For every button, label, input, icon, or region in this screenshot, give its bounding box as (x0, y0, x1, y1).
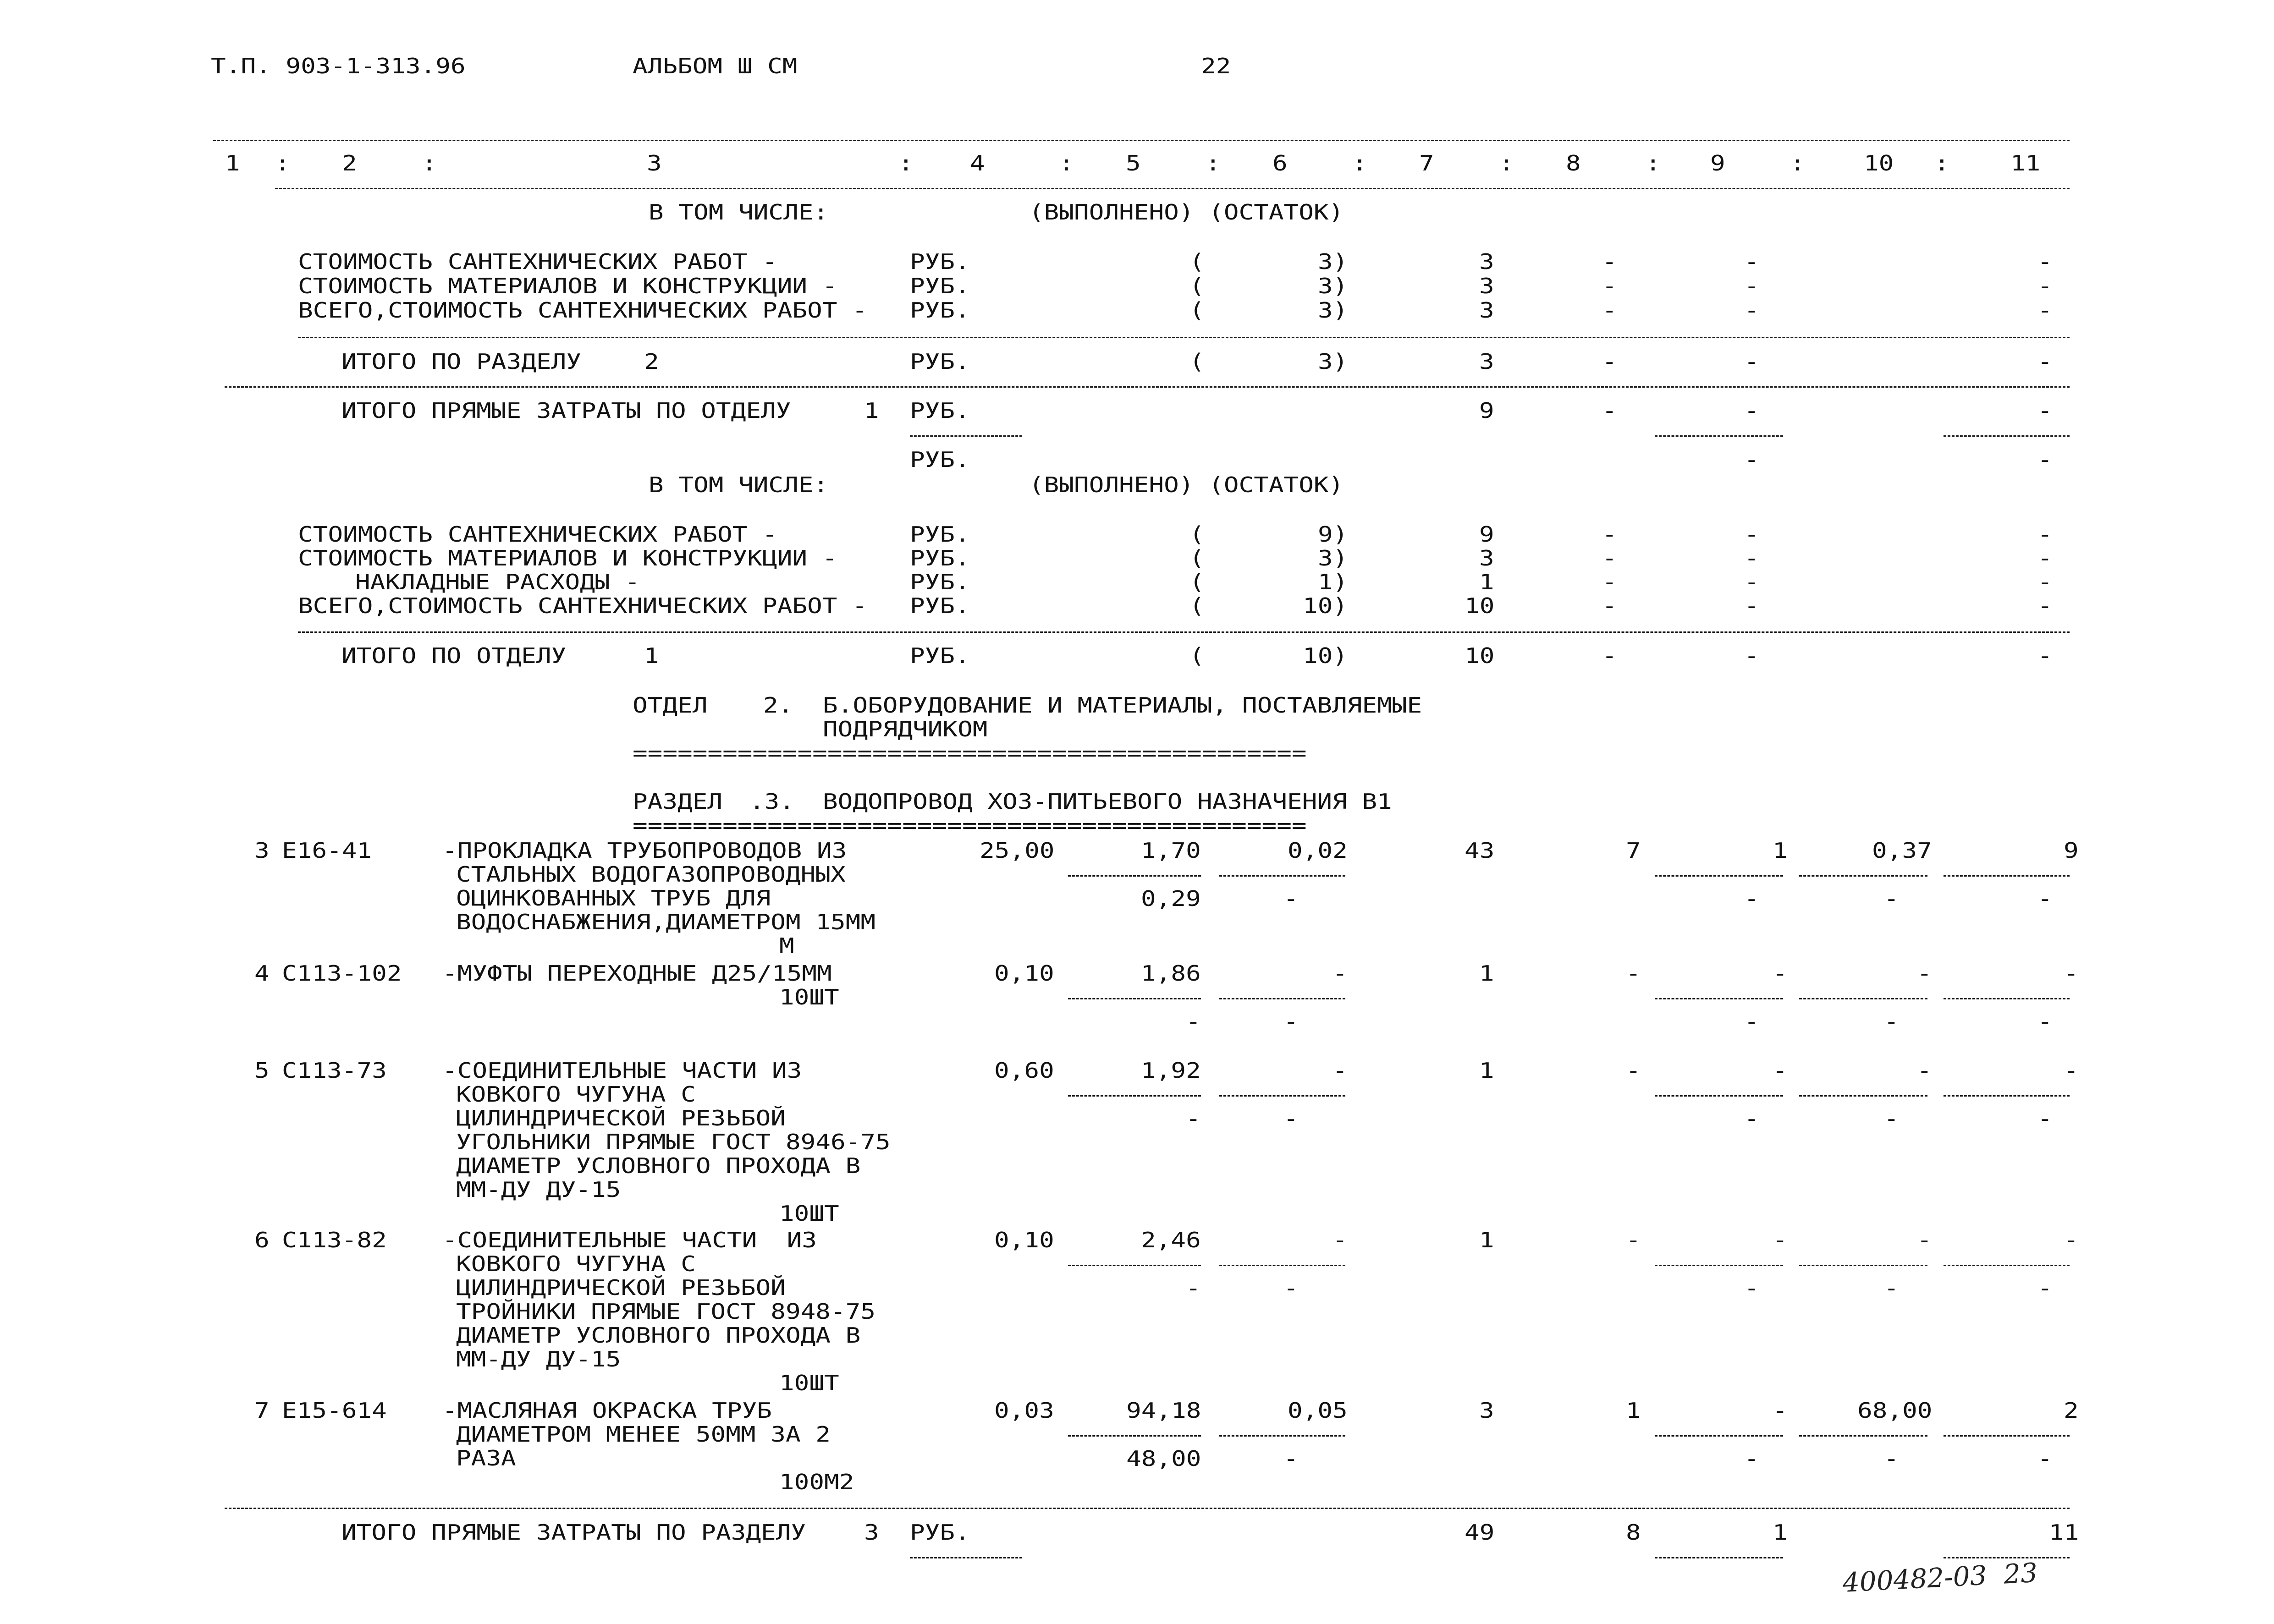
itogo-otdel-unit: РУБ. (910, 643, 970, 668)
cell-rule (1655, 1435, 1783, 1437)
dash-col9: - (1744, 447, 1759, 472)
itogo-razdel-num: 2 (644, 349, 659, 374)
dash-col11: - (2037, 398, 2053, 423)
razdel-title: ВОДОПРОВОД ХОЗ-ПИТЬЕВОГО НАЗНАЧЕНИЯ В1 (823, 789, 1392, 814)
dash-col11: - (2037, 298, 2053, 323)
breakdown-label: ВСЕГО,СТОИМОСТЬ САНТЕХНИЧЕСКИХ РАБОТ - (298, 298, 867, 323)
breakdown-rest: 10) (1302, 593, 1348, 618)
item-unit: 10ШТ (779, 985, 839, 1010)
cell-rule (1799, 1435, 1927, 1437)
item-col6-sub: - (1283, 886, 1299, 911)
section-rule (225, 1508, 2070, 1509)
cell-rule (1799, 998, 1927, 999)
item-quantity: 0,60 (994, 1058, 1054, 1083)
item-description-line: ММ-ДУ ДУ-15 (456, 1347, 621, 1372)
column-header-4: 4 (970, 151, 985, 176)
cell-rule (1655, 1095, 1783, 1097)
item-unit: 100М2 (779, 1470, 854, 1494)
item-col5-sub: 0,29 (1141, 886, 1201, 911)
breakdown-label: СТОИМОСТЬ САНТЕХНИЧЕСКИХ РАБОТ - (298, 249, 777, 274)
breakdown-rest: 3) (1317, 274, 1348, 298)
subtotal-rule (298, 337, 2070, 338)
item-col11-sub: - (2037, 1106, 2053, 1131)
column-header-7: 7 (1419, 151, 1434, 176)
item-col11: - (2064, 1058, 2079, 1083)
itogo-pryamye-otdel-unit2: РУБ. (910, 447, 970, 472)
header-bottom-rule (275, 188, 2070, 189)
item-col10: 68,00 (1857, 1398, 1932, 1423)
dash-col8: - (1602, 274, 1617, 298)
doc-code: Т.П. 903-1-313.96 (211, 54, 466, 78)
column-separator: : (422, 151, 437, 176)
item-quantity: 25,00 (979, 838, 1054, 863)
item-description-line: -СОЕДИНИТЕЛЬНЫЕ ЧАСТИ ИЗ (442, 1058, 802, 1083)
itogo-razdel-col7: 3 (1479, 349, 1494, 374)
breakdown-unit: РУБ. (910, 593, 970, 618)
item-description-line: КОВКОГО ЧУГУНА С (456, 1251, 696, 1276)
item-col9-sub: - (1744, 1446, 1759, 1471)
dash-col11: - (2037, 546, 2053, 571)
column-separator: : (1206, 151, 1221, 176)
otdel-title-line1: Б.ОБОРУДОВАНИЕ И МАТЕРИАЛЫ, ПОСТАВЛЯЕМЫЕ (823, 693, 1422, 718)
item-col8: - (1626, 1228, 1641, 1252)
item-col7: 43 (1464, 838, 1494, 863)
dash-col11: - (2037, 643, 2053, 668)
item-number: 4 (254, 961, 270, 986)
item-description-line: ММ-ДУ ДУ-15 (456, 1177, 621, 1202)
dash-col9: - (1744, 522, 1759, 547)
item-description-line: ДИАМЕТР УСЛОВНОГО ПРОХОДА В (456, 1153, 861, 1178)
column-separator: : (1352, 151, 1367, 176)
item-col9-sub: - (1744, 1276, 1759, 1300)
dash-col9: - (1744, 570, 1759, 594)
dash-col9: - (1744, 249, 1759, 274)
otdel-underline: ============================================= (633, 741, 1307, 765)
dash-col11: - (2037, 522, 2053, 547)
item-description-line: ЦИЛИНДРИЧЕСКОЙ РЕЗЬБОЙ (456, 1106, 786, 1130)
column-separator: : (898, 151, 914, 176)
dash-col9: - (1744, 274, 1759, 298)
done-rest-label: (ВЫПОЛНЕНО) (ОСТАТОК) (1029, 200, 1344, 225)
breakdown-label: НАКЛАДНЫЕ РАСХОДЫ - (355, 570, 640, 594)
dash-col9: - (1744, 643, 1759, 668)
breakdown-unit: РУБ. (910, 570, 970, 594)
item-col6-sub: - (1283, 1106, 1299, 1131)
itogo-razdel-label: ИТОГО ПО РАЗДЕЛУ (341, 349, 581, 374)
item-quantity: 0,10 (994, 961, 1054, 986)
item-col6: - (1332, 1058, 1348, 1083)
item-col5-sub: - (1186, 1276, 1201, 1300)
item-col11: 2 (2064, 1398, 2079, 1423)
dash-col8: - (1602, 398, 1617, 423)
dash-col11: - (2037, 570, 2053, 594)
column-header-6: 6 (1272, 151, 1288, 176)
column-separator: : (1790, 151, 1805, 176)
column-separator: : (1934, 151, 1949, 176)
dash-col9: - (1744, 546, 1759, 571)
itogo-pryamye-razdel-col9: 1 (1773, 1520, 1788, 1545)
cell-rule (1944, 875, 2070, 877)
cell-rule (1799, 1265, 1927, 1266)
razdel-num: .3. (749, 789, 795, 814)
column-header-2: 2 (342, 151, 357, 176)
dash-col9: - (1744, 349, 1759, 374)
breakdown-unit: РУБ. (910, 298, 970, 323)
item-col5: 1,70 (1141, 838, 1201, 863)
item-code: С113-73 (282, 1058, 387, 1083)
item-col8: - (1626, 1058, 1641, 1083)
itogo-pryamye-otdel-label: ИТОГО ПРЯМЫЕ ЗАТРАТЫ ПО ОТДЕЛУ (341, 398, 791, 423)
column-header-9: 9 (1710, 151, 1725, 176)
item-code: С113-82 (282, 1228, 387, 1252)
item-number: 6 (254, 1228, 270, 1252)
itogo-pryamye-razdel-col8: 8 (1626, 1520, 1641, 1545)
item-col6-sub: - (1283, 1276, 1299, 1300)
short-rule (1655, 435, 1783, 437)
item-description-line: ДИАМЕТРОМ МЕНЕЕ 50ММ ЗА 2 (456, 1422, 831, 1447)
cell-rule (1944, 1095, 2070, 1097)
item-col9: - (1773, 961, 1788, 986)
item-col7: 1 (1479, 1228, 1494, 1252)
breakdown-rest: 3) (1317, 249, 1348, 274)
breakdown-rest: 3) (1317, 546, 1348, 571)
itogo-otdel-col7: 10 (1464, 643, 1494, 668)
paren-open: ( (1189, 298, 1205, 323)
breakdown-unit: РУБ. (910, 274, 970, 298)
item-col5: 2,46 (1141, 1228, 1201, 1252)
item-description-line: ДИАМЕТР УСЛОВНОГО ПРОХОДА В (456, 1323, 861, 1348)
item-col8: - (1626, 961, 1641, 986)
short-rule (910, 435, 1022, 437)
dash-col8: - (1602, 522, 1617, 547)
subtotal-rule (298, 631, 2070, 633)
item-unit: М (779, 933, 794, 958)
item-col9: - (1773, 1228, 1788, 1252)
itogo-pryamye-razdel-col7: 49 (1464, 1520, 1494, 1545)
item-col5: 1,92 (1141, 1058, 1201, 1083)
cell-rule (1219, 875, 1345, 877)
otdel-num: 2. (763, 693, 793, 718)
itogo-otdel-label: ИТОГО ПО ОТДЕЛУ (341, 643, 567, 668)
column-header-3: 3 (647, 151, 662, 176)
item-col7: 3 (1479, 1398, 1494, 1423)
item-col10-sub: - (1884, 1106, 1899, 1131)
itogo-razdel-rest: 3) (1317, 349, 1348, 374)
item-col10: 0,37 (1872, 838, 1932, 863)
itogo-pryamye-razdel-unit: РУБ. (910, 1520, 970, 1545)
item-col10: - (1917, 961, 1932, 986)
cell-rule (1219, 998, 1345, 999)
item-code: С113-102 (282, 961, 402, 986)
column-header-10: 10 (1864, 151, 1894, 176)
item-col10-sub: - (1884, 1276, 1899, 1300)
item-col9-sub: - (1744, 886, 1759, 911)
itogo-pryamye-otdel-num: 1 (864, 398, 879, 423)
paren-open: ( (1189, 570, 1205, 594)
item-quantity: 0,03 (994, 1398, 1054, 1423)
item-col10-sub: - (1884, 1446, 1899, 1471)
paren-open: ( (1189, 249, 1205, 274)
page-number: 22 (1201, 54, 1231, 78)
item-description-line: -МУФТЫ ПЕРЕХОДНЫЕ Д25/15ММ (442, 961, 832, 986)
breakdown-unit: РУБ. (910, 546, 970, 571)
item-col11-sub: - (2037, 1446, 2053, 1471)
item-col10: - (1917, 1058, 1932, 1083)
cell-rule (1655, 875, 1783, 877)
column-separator: : (1499, 151, 1514, 176)
otdel-prefix: ОТДЕЛ (633, 693, 708, 718)
item-col8: 1 (1626, 1398, 1641, 1423)
breakdown-col7: 3 (1479, 546, 1494, 571)
item-col8: 7 (1626, 838, 1641, 863)
breakdown-label: СТОИМОСТЬ МАТЕРИАЛОВ И КОНСТРУКЦИИ - (298, 274, 837, 298)
itogo-otdel-num: 1 (644, 643, 659, 668)
dash-col8: - (1602, 349, 1617, 374)
album-label: АЛЬБОМ Ш СМ (633, 54, 798, 78)
cell-rule (1944, 998, 2070, 999)
cell-rule (1944, 1435, 2070, 1437)
item-col10: - (1917, 1228, 1932, 1252)
paren-open: ( (1189, 349, 1205, 374)
breakdown-col7: 10 (1464, 593, 1494, 618)
cell-rule (1068, 998, 1201, 999)
breakdown-col7: 3 (1479, 249, 1494, 274)
dash-col11: - (2037, 593, 2053, 618)
cell-rule (1219, 1095, 1345, 1097)
item-col11-sub: - (2037, 1009, 2053, 1034)
item-col5: 1,86 (1141, 961, 1201, 986)
itogo-pryamye-otdel-unit: РУБ. (910, 398, 970, 423)
cell-rule (1068, 1435, 1201, 1437)
column-separator: : (1059, 151, 1074, 176)
column-header-1: 1 (225, 151, 240, 176)
item-col5-sub: - (1186, 1009, 1201, 1034)
item-description-line: -МАСЛЯНАЯ ОКРАСКА ТРУБ (442, 1398, 772, 1423)
item-col11-sub: - (2037, 1276, 2053, 1300)
razdel-prefix: РАЗДЕЛ (633, 789, 723, 814)
item-description-line: ОЦИНКОВАННЫХ ТРУБ ДЛЯ (456, 886, 771, 911)
item-col10-sub: - (1884, 1009, 1899, 1034)
cell-rule (1655, 1265, 1783, 1266)
paren-open: ( (1189, 546, 1205, 571)
item-number: 7 (254, 1398, 270, 1423)
item-quantity: 0,10 (994, 1228, 1054, 1252)
cell-rule (1944, 1265, 2070, 1266)
otdel-title-line2: ПОДРЯДЧИКОМ (823, 717, 988, 741)
item-col9: - (1773, 1058, 1788, 1083)
item-number: 5 (254, 1058, 270, 1083)
itogo-otdel-rest: 10) (1302, 643, 1348, 668)
short-rule (1655, 1557, 1783, 1558)
paren-open: ( (1189, 522, 1205, 547)
paren-open: ( (1189, 593, 1205, 618)
item-col11: - (2064, 961, 2079, 986)
item-col11: 9 (2064, 838, 2079, 863)
item-description-line: СТАЛЬНЫХ ВОДОГАЗОПРОВОДНЫХ (456, 862, 846, 887)
dash-col9: - (1744, 298, 1759, 323)
itogo-pryamye-razdel-label: ИТОГО ПРЯМЫЕ ЗАТРАТЫ ПО РАЗДЕЛУ (341, 1520, 806, 1545)
dash-col8: - (1602, 643, 1617, 668)
dash-col8: - (1602, 546, 1617, 571)
dash-col8: - (1602, 593, 1617, 618)
item-description-line: -СОЕДИНИТЕЛЬНЫЕ ЧАСТИ ИЗ (442, 1228, 817, 1252)
in-that-number-label: В ТОМ ЧИСЛЕ: (649, 472, 829, 497)
breakdown-unit: РУБ. (910, 522, 970, 547)
itogo-pryamye-razdel-col11: 11 (2048, 1520, 2079, 1545)
breakdown-label: ВСЕГО,СТОИМОСТЬ САНТЕХНИЧЕСКИХ РАБОТ - (298, 593, 867, 618)
item-col11: - (2064, 1228, 2079, 1252)
item-col7: 1 (1479, 1058, 1494, 1083)
breakdown-unit: РУБ. (910, 249, 970, 274)
breakdown-col7: 3 (1479, 298, 1494, 323)
item-col6-sub: - (1283, 1009, 1299, 1034)
dash-col9: - (1744, 593, 1759, 618)
dash-col8: - (1602, 570, 1617, 594)
cell-rule (1799, 875, 1927, 877)
razdel-underline: ============================================= (633, 813, 1307, 838)
item-description-line: ЦИЛИНДРИЧЕСКОЙ РЕЗЬБОЙ (456, 1275, 786, 1300)
itogo-razdel-unit: РУБ. (910, 349, 970, 374)
item-description-line: КОВКОГО ЧУГУНА С (456, 1082, 696, 1107)
cell-rule (1219, 1435, 1345, 1437)
paren-open: ( (1189, 274, 1205, 298)
breakdown-col7: 3 (1479, 274, 1494, 298)
cell-rule (1068, 1265, 1201, 1266)
paren-open: ( (1189, 643, 1205, 668)
breakdown-rest: 9) (1317, 522, 1348, 547)
breakdown-col7: 9 (1479, 522, 1494, 547)
item-description-line: ВОДОСНАБЖЕНИЯ,ДИАМЕТРОМ 15ММ (456, 910, 876, 934)
table-top-rule (213, 140, 2070, 141)
itogo-pryamye-razdel-num: 3 (864, 1520, 879, 1545)
cell-rule (1068, 875, 1201, 877)
short-rule (910, 1557, 1022, 1558)
done-rest-label: (ВЫПОЛНЕНО) (ОСТАТОК) (1029, 472, 1344, 497)
section-rule (225, 386, 2070, 388)
dash-col11: - (2037, 447, 2053, 472)
item-col11-sub: - (2037, 886, 2053, 911)
item-col6: - (1332, 1228, 1348, 1252)
item-description-line: ТРОЙНИКИ ПРЯМЫЕ ГОСТ 8948-75 (456, 1299, 876, 1324)
item-col7: 1 (1479, 961, 1494, 986)
dash-col8: - (1602, 249, 1617, 274)
short-rule (1944, 435, 2070, 437)
item-col5-sub: 48,00 (1126, 1446, 1201, 1471)
item-col5-sub: - (1186, 1106, 1201, 1131)
item-code: Е15-614 (282, 1398, 387, 1423)
item-col6-sub: - (1283, 1446, 1299, 1471)
column-separator: : (275, 151, 290, 176)
breakdown-label: СТОИМОСТЬ МАТЕРИАЛОВ И КОНСТРУКЦИИ - (298, 546, 837, 571)
item-col9-sub: - (1744, 1106, 1759, 1131)
item-number: 3 (254, 838, 270, 863)
dash-col11: - (2037, 349, 2053, 374)
column-header-5: 5 (1126, 151, 1141, 176)
dash-col11: - (2037, 249, 2053, 274)
item-col6: 0,02 (1288, 838, 1348, 863)
cell-rule (1219, 1265, 1345, 1266)
breakdown-rest: 3) (1317, 298, 1348, 323)
column-separator: : (1646, 151, 1661, 176)
itogo-pryamye-otdel-col7: 9 (1479, 398, 1494, 423)
item-unit: 10ШТ (779, 1201, 839, 1226)
item-col9: - (1773, 1398, 1788, 1423)
column-header-11: 11 (2010, 151, 2041, 176)
column-header-8: 8 (1566, 151, 1581, 176)
cell-rule (1068, 1095, 1201, 1097)
cell-rule (1655, 998, 1783, 999)
item-col5: 94,18 (1126, 1398, 1201, 1423)
item-description-line: РАЗА (456, 1446, 516, 1470)
item-col9-sub: - (1744, 1009, 1759, 1034)
breakdown-col7: 1 (1479, 570, 1494, 594)
item-description-line: -ПРОКЛАДКА ТРУБОПРОВОДОВ ИЗ (442, 838, 847, 863)
item-col10-sub: - (1884, 886, 1899, 911)
dash-col9: - (1744, 398, 1759, 423)
dash-col8: - (1602, 298, 1617, 323)
item-description-line: УГОЛЬНИКИ ПРЯМЫЕ ГОСТ 8946-75 (456, 1130, 891, 1154)
item-col9: 1 (1773, 838, 1788, 863)
in-that-number-label: В ТОМ ЧИСЛЕ: (649, 200, 829, 225)
dash-col11: - (2037, 274, 2053, 298)
handwritten-note: 400482-03 23 (1842, 1557, 2038, 1598)
breakdown-label: СТОИМОСТЬ САНТЕХНИЧЕСКИХ РАБОТ - (298, 522, 777, 547)
item-col6: - (1332, 961, 1348, 986)
breakdown-rest: 1) (1317, 570, 1348, 594)
item-code: Е16-41 (282, 838, 372, 863)
item-unit: 10ШТ (779, 1371, 839, 1395)
item-col6: 0,05 (1288, 1398, 1348, 1423)
cell-rule (1799, 1095, 1927, 1097)
